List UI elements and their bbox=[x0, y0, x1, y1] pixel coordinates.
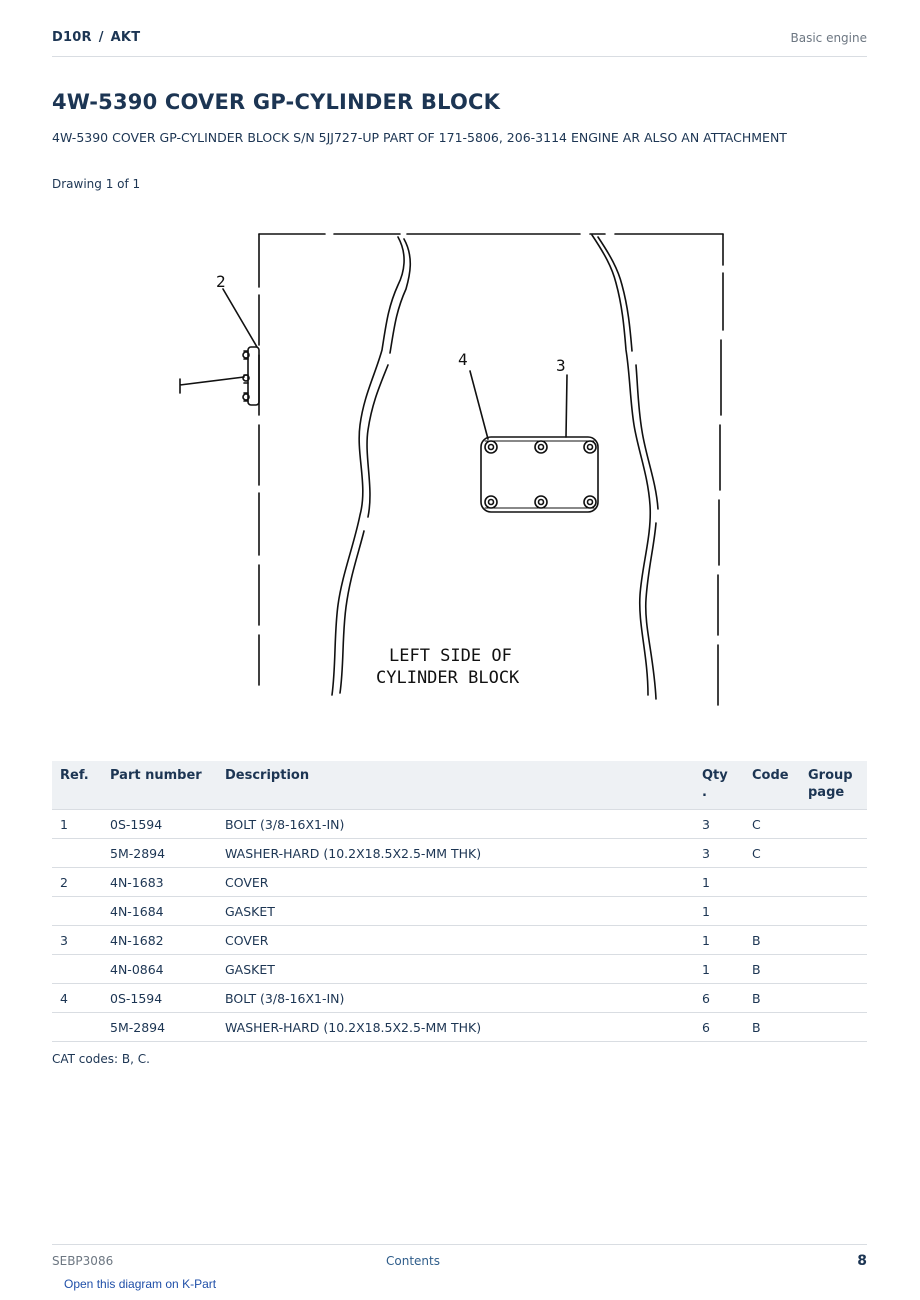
cell-part-number: 4N-1683 bbox=[102, 868, 217, 897]
diagram-caption-line1: LEFT SIDE OF bbox=[389, 646, 512, 666]
cell-code: B bbox=[744, 984, 800, 1013]
col-ref: Ref. bbox=[52, 761, 102, 810]
open-kpart-link[interactable]: Open this diagram on K-Part bbox=[64, 1277, 217, 1291]
group-description: 4W-5390 COVER GP-CYLINDER BLOCK S/N 5JJ727-UP PART OF 171-5806, 206-3114 ENGINE AR ALSO AN ATTACHMENT bbox=[52, 130, 787, 145]
page-footer bbox=[52, 1244, 867, 1277]
cell-qty: 1 bbox=[694, 868, 744, 897]
parts-table-header bbox=[52, 761, 867, 810]
col-part-number: Part number bbox=[102, 761, 217, 810]
table-row[interactable] bbox=[52, 810, 867, 839]
cell-group-page bbox=[800, 897, 867, 926]
cell-ref bbox=[52, 897, 102, 926]
table-row[interactable] bbox=[52, 897, 867, 926]
section-label: Basic engine bbox=[790, 31, 867, 45]
callout-2: 2 bbox=[216, 272, 226, 291]
cell-ref: 3 bbox=[52, 926, 102, 955]
cell-group-page bbox=[800, 955, 867, 984]
cell-code: C bbox=[744, 839, 800, 868]
cell-part-number: 0S-1594 bbox=[102, 810, 217, 839]
cell-code: B bbox=[744, 1013, 800, 1042]
callout-4: 4 bbox=[458, 350, 468, 369]
cell-description: BOLT (3/8-16X1-IN) bbox=[217, 984, 694, 1013]
cell-group-page bbox=[800, 926, 867, 955]
page-number: 8 bbox=[857, 1253, 867, 1269]
cell-part-number: 5M-2894 bbox=[102, 839, 217, 868]
cell-description: GASKET bbox=[217, 955, 694, 984]
table-row[interactable] bbox=[52, 984, 867, 1013]
cell-ref: 1 bbox=[52, 810, 102, 839]
cell-qty: 6 bbox=[694, 984, 744, 1013]
page-header bbox=[52, 28, 867, 57]
cell-part-number: 4N-1682 bbox=[102, 926, 217, 955]
table-row[interactable] bbox=[52, 868, 867, 897]
cell-part-number: 0S-1594 bbox=[102, 984, 217, 1013]
cell-ref bbox=[52, 1013, 102, 1042]
table-row[interactable] bbox=[52, 955, 867, 984]
cell-group-page bbox=[800, 868, 867, 897]
table-row[interactable] bbox=[52, 839, 867, 868]
breadcrumb bbox=[52, 30, 140, 45]
cell-description: WASHER-HARD (10.2X18.5X2.5-MM THK) bbox=[217, 1013, 694, 1042]
cell-qty: 1 bbox=[694, 897, 744, 926]
cell-qty: 6 bbox=[694, 1013, 744, 1042]
cell-group-page bbox=[800, 1013, 867, 1042]
callout-3: 3 bbox=[556, 356, 566, 375]
model-label: D10R bbox=[52, 30, 92, 45]
document-id: SEBP3086 bbox=[52, 1254, 114, 1268]
cell-ref bbox=[52, 955, 102, 984]
cell-qty: 1 bbox=[694, 955, 744, 984]
serial-prefix-label: AKT bbox=[110, 30, 141, 45]
cell-group-page bbox=[800, 810, 867, 839]
cell-ref bbox=[52, 839, 102, 868]
cell-code: C bbox=[744, 810, 800, 839]
table-row[interactable] bbox=[52, 926, 867, 955]
cell-code bbox=[744, 897, 800, 926]
diagram-caption-line2: CYLINDER BLOCK bbox=[376, 668, 520, 688]
cell-part-number: 5M-2894 bbox=[102, 1013, 217, 1042]
cell-ref: 4 bbox=[52, 984, 102, 1013]
cell-qty: 3 bbox=[694, 839, 744, 868]
cell-part-number: 4N-0864 bbox=[102, 955, 217, 984]
cell-qty: 1 bbox=[694, 926, 744, 955]
cell-description: COVER bbox=[217, 926, 694, 955]
cell-code bbox=[744, 868, 800, 897]
cell-group-page bbox=[800, 839, 867, 868]
cell-description: WASHER-HARD (10.2X18.5X2.5-MM THK) bbox=[217, 839, 694, 868]
cell-code: B bbox=[744, 926, 800, 955]
cell-qty: 3 bbox=[694, 810, 744, 839]
cell-code: B bbox=[744, 955, 800, 984]
cell-description: BOLT (3/8-16X1-IN) bbox=[217, 810, 694, 839]
col-description: Description bbox=[217, 761, 694, 810]
parts-table-body bbox=[52, 810, 867, 1042]
table-row[interactable] bbox=[52, 1013, 867, 1042]
cat-codes-note: CAT codes: B, C. bbox=[52, 1052, 150, 1066]
breadcrumb-separator: / bbox=[98, 30, 104, 45]
contents-link[interactable]: Contents bbox=[386, 1254, 440, 1268]
parts-diagram bbox=[160, 225, 740, 715]
page-title: 4W-5390 COVER GP-CYLINDER BLOCK bbox=[52, 90, 501, 114]
cell-description: GASKET bbox=[217, 897, 694, 926]
cell-part-number: 4N-1684 bbox=[102, 897, 217, 926]
cell-ref: 2 bbox=[52, 868, 102, 897]
parts-table bbox=[52, 761, 867, 1042]
cell-description: COVER bbox=[217, 868, 694, 897]
cell-group-page bbox=[800, 984, 867, 1013]
col-qty: Qty . bbox=[694, 761, 744, 810]
col-group-page: Group page bbox=[800, 761, 867, 810]
drawing-count: Drawing 1 of 1 bbox=[52, 177, 141, 191]
col-code: Code bbox=[744, 761, 800, 810]
